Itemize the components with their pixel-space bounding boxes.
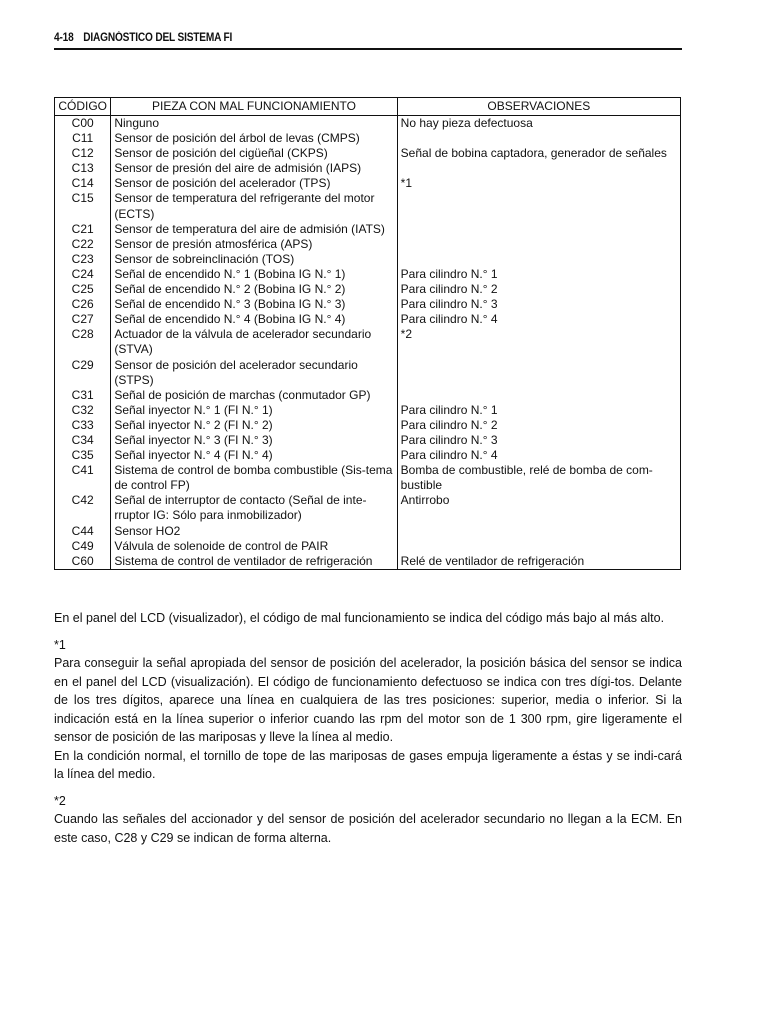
observation-cell: Para cilindro N.° 1 [397,267,680,282]
code-cell: C24 [55,267,111,282]
code-cell: C25 [55,282,111,297]
part-cell: Señal inyector N.° 4 (FI N.° 4) [111,448,397,463]
table-row [55,493,681,523]
table-row [55,418,681,433]
part-cell: Señal de posición de marchas (conmutador GP) [111,388,397,403]
code-cell: C00 [55,116,111,132]
observation-cell: Para cilindro N.° 2 [397,418,680,433]
observation-cell [397,237,680,252]
table-row [55,146,681,161]
part-cell: Sensor de posición del árbol de levas (CMPS) [111,131,397,146]
table-row [55,222,681,237]
header-rule [54,48,682,50]
part-cell: Válvula de solenoide de control de PAIR [111,539,397,554]
notes-section [54,609,682,847]
table-row [55,433,681,448]
code-cell: C28 [55,327,111,357]
code-cell: C31 [55,388,111,403]
observation-cell: Para cilindro N.° 4 [397,448,680,463]
observation-cell [397,252,680,267]
observation-cell: Para cilindro N.° 4 [397,312,680,327]
code-cell: C33 [55,418,111,433]
table-row [55,267,681,282]
note-1-text-normal-condition: En la condición normal, el tornillo de tope de las mariposas de gases empuja ligeramente a éstas y se indi-cará la línea del medio. [54,748,682,781]
observation-cell: Para cilindro N.° 2 [397,282,680,297]
table-row [55,191,681,221]
code-cell: C11 [55,131,111,146]
table-body [55,116,681,570]
table-row [55,388,681,403]
observation-cell: Antirrobo [397,493,680,523]
observation-cell: Señal de bobina captadora, generador de señales [397,146,680,161]
code-cell: C42 [55,493,111,523]
code-cell: C29 [55,358,111,388]
code-cell: C15 [55,191,111,221]
table-row [55,327,681,357]
page-number: 4-18 [54,32,74,44]
part-cell: Ninguno [111,116,397,132]
diagnostic-code-table [54,97,681,570]
part-cell: Sensor de temperatura del aire de admisión (IATS) [111,222,397,237]
code-cell: C22 [55,237,111,252]
column-header-observations: OBSERVACIONES [397,98,680,116]
table-row [55,539,681,554]
table-row [55,237,681,252]
part-cell: Sensor de presión del aire de admisión (IAPS) [111,161,397,176]
code-cell: C12 [55,146,111,161]
part-cell: Sistema de control de ventilador de refrigeración [111,554,397,570]
part-cell: Sensor de posición del acelerador secundario (STPS) [111,358,397,388]
code-cell: C23 [55,252,111,267]
table-row [55,448,681,463]
observation-cell [397,539,680,554]
code-cell: C13 [55,161,111,176]
note-2-marker: *2 [54,793,66,808]
table-row [55,554,681,570]
code-cell: C26 [55,297,111,312]
observation-cell [397,131,680,146]
observation-cell [397,358,680,388]
part-cell: Señal inyector N.° 2 (FI N.° 2) [111,418,397,433]
part-cell: Señal de encendido N.° 2 (Bobina IG N.° 2) [111,282,397,297]
note-1-text: Para conseguir la señal apropiada del sensor de posición del acelerador, la posición básica del sensor se indica en el panel del LCD (visualización). El código de funcionamiento defectuoso se indica con tres dígi-tos. Delante de los tres dígitos, aparece una línea en cualquiera de las tres posiciones: superior, media o inferior. Si la indicación está en la línea superior o inferior cuando las rpm del motor son de 1 300 rpm, gire ligeramente el sensor de posición de las mariposas y lleve la línea al medio. [54,656,682,744]
table-header-row [55,98,681,116]
part-cell: Señal de encendido N.° 1 (Bobina IG N.° 1) [111,267,397,282]
observation-cell: Para cilindro N.° 3 [397,433,680,448]
part-cell: Sistema de control de bomba combustible (Sis-tema de control FP) [111,463,397,493]
observation-cell [397,161,680,176]
part-cell: Sensor HO2 [111,524,397,539]
observation-cell: Para cilindro N.° 1 [397,403,680,418]
lcd-note: En el panel del LCD (visualizador), el código de mal funcionamiento se indica del código más bajo al más alto. [54,611,665,625]
table-row [55,312,681,327]
part-cell: Sensor de temperatura del refrigerante del motor (ECTS) [111,191,397,221]
table-row [55,463,681,493]
table-row [55,403,681,418]
note-2-text: Cuando las señales del accionador y del sensor de posición del acelerador secundario no llegan a la ECM. En este caso, C28 y C29 se indican de forma alterna. [54,812,682,845]
observation-cell [397,191,680,221]
code-cell: C35 [55,448,111,463]
code-cell: C60 [55,554,111,570]
part-cell: Sensor de posición del acelerador (TPS) [111,176,397,191]
part-cell: Señal de encendido N.° 4 (Bobina IG N.° 4) [111,312,397,327]
part-cell: Sensor de posición del cigüeñal (CKPS) [111,146,397,161]
observation-cell [397,388,680,403]
observation-cell [397,524,680,539]
observation-cell [397,222,680,237]
table-row [55,176,681,191]
code-cell: C34 [55,433,111,448]
part-cell: Señal inyector N.° 1 (FI N.° 1) [111,403,397,418]
table-row [55,161,681,176]
note-1-marker: *1 [54,637,66,652]
observation-cell: *1 [397,176,680,191]
table-row [55,524,681,539]
observation-cell: No hay pieza defectuosa [397,116,680,132]
code-cell: C44 [55,524,111,539]
observation-cell: *2 [397,327,680,357]
part-cell: Sensor de sobreinclinación (TOS) [111,252,397,267]
observation-cell: Para cilindro N.° 3 [397,297,680,312]
part-cell: Señal inyector N.° 3 (FI N.° 3) [111,433,397,448]
observation-cell: Bomba de combustible, relé de bomba de com-bustible [397,463,680,493]
column-header-code: CÓDIGO [55,98,111,116]
table-row [55,297,681,312]
table-row [55,131,681,146]
code-cell: C49 [55,539,111,554]
part-cell: Señal de encendido N.° 3 (Bobina IG N.° 3) [111,297,397,312]
code-cell: C14 [55,176,111,191]
code-cell: C27 [55,312,111,327]
column-header-part: PIEZA CON MAL FUNCIONAMIENTO [111,98,397,116]
part-cell: Sensor de presión atmosférica (APS) [111,237,397,252]
table-row [55,282,681,297]
code-cell: C41 [55,463,111,493]
section-title: DIAGNÓSTICO DEL SISTEMA FI [83,32,233,44]
part-cell: Señal de interruptor de contacto (Señal de inte-rruptor IG: Sólo para inmobilizador) [111,493,397,523]
page-header [54,32,607,44]
table-row [55,358,681,388]
code-cell: C32 [55,403,111,418]
table-row [55,252,681,267]
code-cell: C21 [55,222,111,237]
part-cell: Actuador de la válvula de acelerador secundario (STVA) [111,327,397,357]
observation-cell: Relé de ventilador de refrigeración [397,554,680,570]
table-row [55,116,681,132]
